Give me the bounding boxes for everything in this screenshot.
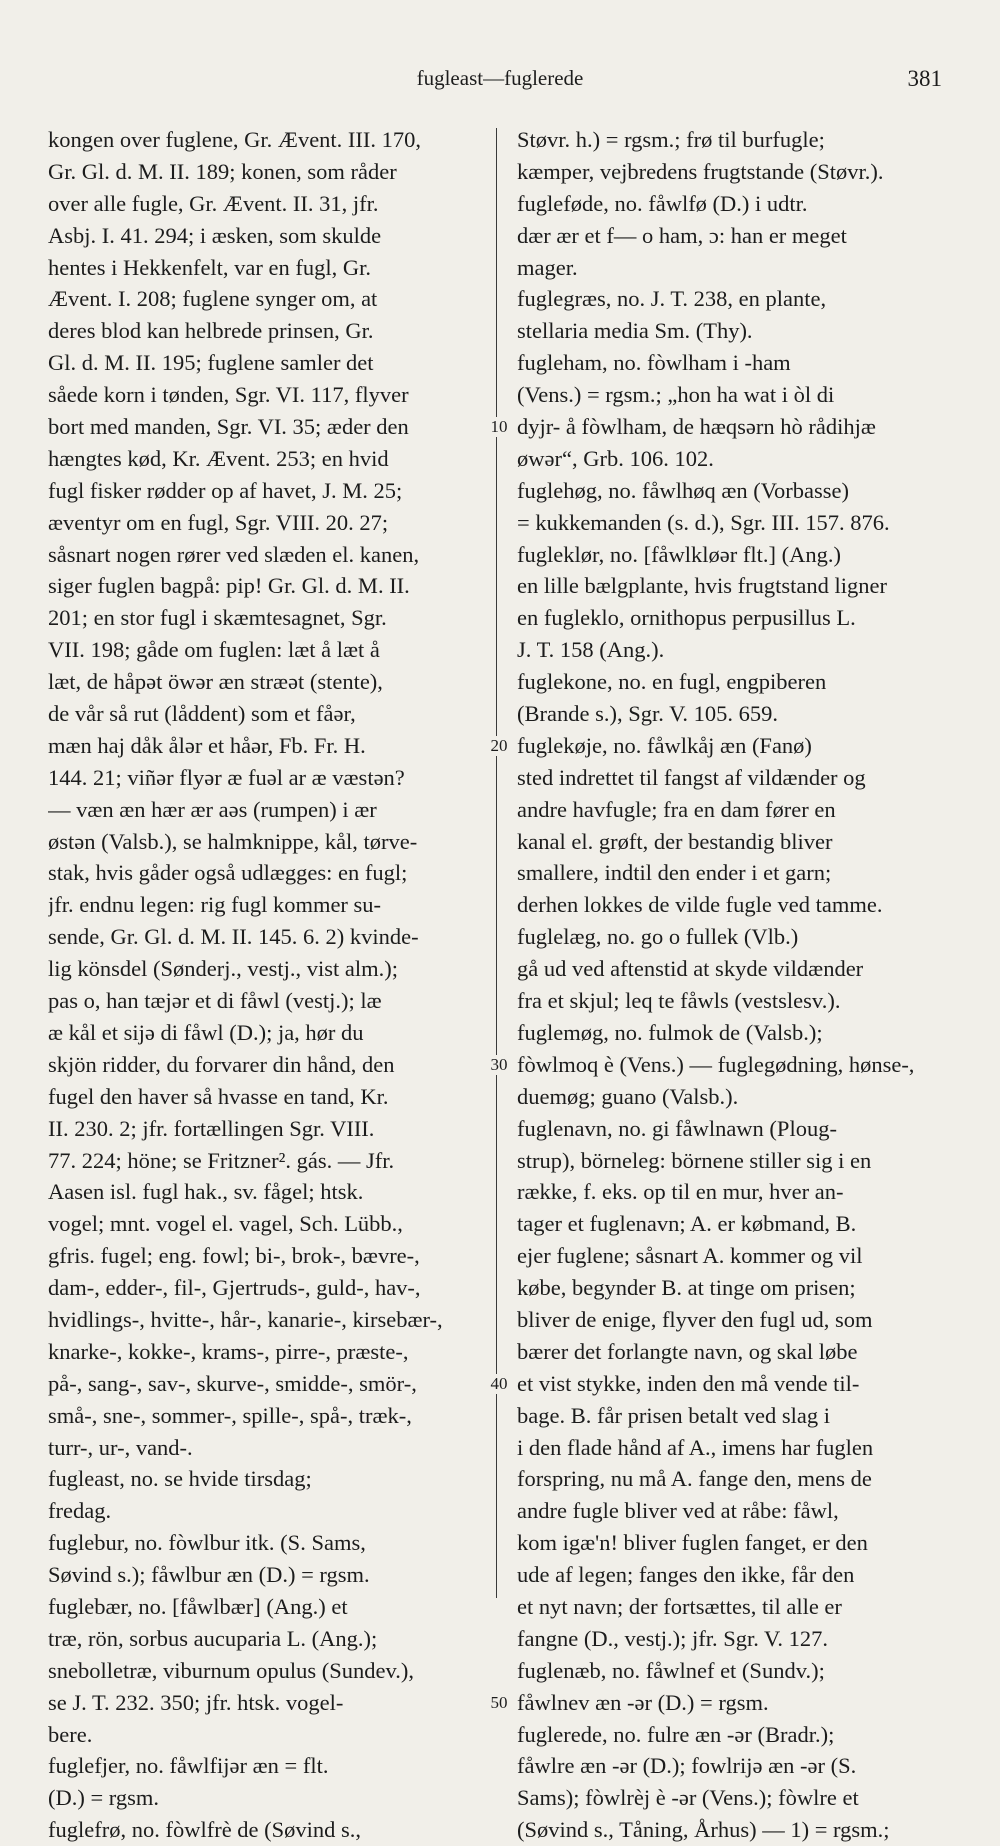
left-column-line: 77. 224; höne; se Fritzner². gás. — Jfr.	[48, 1147, 395, 1173]
right-column-line: fugleklør, no. [fåwlkløər flt.] (Ang.)	[517, 541, 841, 567]
right-column-line: fuglerede, no. fulre æn -ər (Bradr.);	[517, 1721, 835, 1747]
right-column-line: mager.	[517, 254, 578, 280]
right-column-line: (Brande s.), Sgr. V. 105. 659.	[517, 701, 779, 727]
right-column-line: et nyt navn; der fortsættes, til alle er	[517, 1593, 842, 1619]
left-column-line: dam-, edder-, fil-, Gjertruds-, guld-, hav-,	[48, 1275, 421, 1301]
left-column-line: snebolletræ, viburnum opulus (Sundev.),	[48, 1657, 415, 1683]
left-column-line: østən (Valsb.), se halmknippe, kål, tørve-	[48, 828, 418, 854]
left-column-line: æventyr om en fugl, Sgr. VIII. 20. 27;	[48, 509, 389, 535]
left-column-line: fugl fisker rødder op af havet, J. M. 25;	[48, 477, 403, 503]
right-column-line: bliver de enige, flyver den fugl ud, som	[517, 1306, 873, 1332]
line-number: 10	[487, 417, 511, 437]
right-column-line: fugleføde, no. fåwlfø (D.) i udtr.	[517, 190, 808, 216]
right-column-line: fangne (D., vestj.); jfr. Sgr. V. 127.	[517, 1625, 829, 1651]
right-column-line: derhen lokkes de vilde fugle ved tamme.	[517, 892, 883, 918]
right-column-line: = kukkemanden (s. d.), Sgr. III. 157. 876.	[517, 509, 890, 535]
left-column-line: bere.	[48, 1721, 93, 1747]
line-number: 40	[487, 1374, 511, 1394]
left-column-line: 201; en stor fugl i skæmtesagnet, Sgr.	[48, 605, 387, 631]
left-column-line: vogel; mnt. vogel el. vagel, Sch. Lübb.,	[48, 1211, 403, 1237]
left-column-line: små-, sne-, sommer-, spille-, spå-, træk-,	[48, 1402, 412, 1428]
right-column-line: en lille bælgplante, hvis frugtstand ligner	[517, 573, 887, 599]
right-column-line: fuglenæb, no. fåwlnef et (Sundv.);	[517, 1657, 825, 1683]
right-column-line: ejer fuglene; såsnart A. kommer og vil	[517, 1243, 863, 1269]
right-column-line: i den flade hånd af A., imens har fuglen	[517, 1434, 874, 1460]
left-column-line: æ kål et sijə di fåwl (D.); ja, hør du	[48, 1019, 364, 1045]
left-column-line: jfr. endnu legen: rig fugl kommer su-	[48, 892, 382, 918]
left-column-line: fuglefjer, no. fåwlfijər æn = flt.	[48, 1753, 329, 1779]
right-column-line: (Vens.) = rgsm.; „hon ha wat i òl di	[517, 382, 835, 408]
left-column-line: turr-, ur-, vand-.	[48, 1434, 193, 1460]
left-column-line: VII. 198; gåde om fuglen: læt å læt å	[48, 637, 380, 663]
right-column-line: strup), börneleg: börnene stiller sig i en	[517, 1147, 872, 1173]
left-column-line: II. 230. 2; jfr. fortællingen Sgr. VIII.	[48, 1115, 375, 1141]
left-column	[48, 124, 490, 1846]
left-column-line: fugleast, no. se hvide tirsdag;	[48, 1466, 312, 1492]
line-number: 30	[487, 1055, 511, 1075]
right-column-line: fra et skjul; leq te fåwls (vestslesv.).	[517, 988, 841, 1014]
left-column-line: (D.) = rgsm.	[48, 1785, 160, 1811]
left-column-line: såede korn i tønden, Sgr. VI. 117, flyver	[48, 382, 409, 408]
right-column-line: fåwlre æn -ər (D.); fowlrijə æn -ər (S.	[517, 1753, 857, 1779]
left-column-line: på-, sang-, sav-, skurve-, smidde-, smör-,	[48, 1370, 417, 1396]
right-column-line: række, f. eks. op til en mur, hver an-	[517, 1179, 844, 1205]
line-number: 50	[487, 1693, 511, 1713]
right-column-line: forspring, nu må A. fange den, mens de	[517, 1466, 872, 1492]
left-column-line: deres blod kan helbrede prinsen, Gr.	[48, 318, 374, 344]
right-column-line: stellaria media Sm. (Thy).	[517, 318, 753, 344]
left-column-line: sende, Gr. Gl. d. M. II. 145. 6. 2) kvinde-	[48, 924, 419, 950]
right-column-line: fuglelæg, no. go o fullek (Vlb.)	[517, 924, 799, 950]
left-column-line: hvidlings-, hvitte-, hår-, kanarie-, kirsebær-,	[48, 1306, 443, 1332]
right-column-line: et vist stykke, inden den må vende til-	[517, 1370, 860, 1396]
running-header	[0, 66, 1000, 96]
left-column-line: gfris. fugel; eng. fowl; bi-, brok-, bævre-,	[48, 1243, 420, 1269]
right-column-line: tager et fuglenavn; A. er købmand, B.	[517, 1211, 857, 1237]
right-column-line: gå ud ved aftenstid at skyde vildænder	[517, 956, 864, 982]
right-column-line: øwər“, Grb. 106. 102.	[517, 445, 714, 471]
right-column-line: smallere, indtil den ender i et garn;	[517, 860, 832, 886]
left-column-line: knarke-, kokke-, krams-, pirre-, præste-,	[48, 1338, 409, 1364]
right-column-line: fåwlnev æn -ər (D.) = rgsm.	[517, 1689, 769, 1715]
right-column-line: fuglehøg, no. fåwlhøq æn (Vorbasse)	[517, 477, 850, 503]
left-column-line: mæn haj dåk ålər et håər, Fb. Fr. H.	[48, 732, 366, 758]
running-title: fugleast—fuglerede	[416, 66, 584, 90]
right-column-line: fuglemøg, no. fulmok de (Valsb.);	[517, 1019, 823, 1045]
right-column-line: (Søvind s., Tåning, Århus) — 1) = rgsm.;	[517, 1817, 890, 1843]
left-column-line: fuglefrø, no. fòwlfrè de (Søvind s.,	[48, 1817, 362, 1843]
left-column-line: hentes i Hekkenfelt, var en fugl, Gr.	[48, 254, 372, 280]
left-column-line: Søvind s.); fåwlbur æn (D.) = rgsm.	[48, 1562, 370, 1588]
left-column-line: Ævent. I. 208; fuglene synger om, at	[48, 286, 378, 312]
right-column-line: fuglenavn, no. gi fåwlnawn (Ploug-	[517, 1115, 837, 1141]
right-column-line: Støvr. h.) = rgsm.; frø til burfugle;	[517, 127, 825, 152]
left-column-line: kongen over fuglene, Gr. Ævent. III. 170,	[48, 127, 422, 152]
right-column-line: sted indrettet til fangst af vildænder og	[517, 764, 866, 790]
right-column-line: fuglekone, no. en fugl, engpiberen	[517, 669, 827, 695]
right-column-line: duemøg; guano (Valsb.).	[517, 1083, 739, 1109]
left-column-line: træ, rön, sorbus aucuparia L. (Ang.);	[48, 1625, 378, 1651]
right-column-line: fuglegræs, no. J. T. 238, en plante,	[517, 286, 827, 312]
right-column-line: bærer det forlangte navn, og skal løbe	[517, 1338, 858, 1364]
left-column-line: — væn æn hær ær aəs (rumpen) i ær	[48, 796, 377, 822]
left-column-line: over alle fugle, Gr. Ævent. II. 31, jfr.	[48, 190, 379, 216]
left-column-line: siger fuglen bagpå: pip! Gr. Gl. d. M. II.	[48, 573, 410, 599]
right-column-line: bage. B. får prisen betalt ved slag i	[517, 1402, 831, 1428]
left-column-line: se J. T. 232. 350; jfr. htsk. vogel-	[48, 1689, 344, 1715]
left-column-line: hængtes kød, Kr. Ævent. 253; en hvid	[48, 445, 389, 471]
right-column-line: kanal el. grøft, der bestandig bliver	[517, 828, 833, 854]
left-column-line: fugel den haver så hvasse en tand, Kr.	[48, 1083, 389, 1109]
left-column-line: lig könsdel (Sønderj., vestj., vist alm.);	[48, 956, 398, 982]
right-column-line: dyjr- å fòwlham, de hæqsərn hò rådihjæ	[517, 414, 876, 440]
left-column-line: pas o, han tæjər et di fåwl (vestj.); læ	[48, 988, 382, 1014]
right-column-line: Sams); fòwlrèj è -ər (Vens.); fòwlre et	[517, 1785, 859, 1811]
left-column-line: fredag.	[48, 1498, 112, 1524]
right-column-line: fuglekøje, no. fåwlkåj æn (Fanø)	[517, 732, 812, 758]
right-column-line: fòwlmoq è (Vens.) — fuglegødning, hønse-,	[517, 1051, 915, 1077]
right-column-line: kæmper, vejbredens frugtstande (Støvr.).	[517, 158, 884, 184]
left-column-line: Asbj. I. 41. 294; i æsken, som skulde	[48, 222, 382, 248]
left-column-line: læt, de håpət öwər æn stræət (stente),	[48, 669, 383, 695]
left-column-line: bort med manden, Sgr. VI. 35; æder den	[48, 414, 409, 440]
right-column-line: en fugleklo, ornithopus perpusillus L.	[517, 605, 856, 631]
left-column-line: 144. 21; viñər flyər æ fuəl ar æ væstən?	[48, 764, 405, 790]
left-column-line: de vår så rut (låddent) som et fåər,	[48, 701, 356, 727]
left-column-line: skjön ridder, du forvarer din hånd, den	[48, 1051, 395, 1077]
left-column-line: fuglebær, no. [fåwlbær] (Ang.) et	[48, 1593, 348, 1619]
right-column	[517, 124, 951, 1846]
right-column-line: fugleham, no. fòwlham i -ham	[517, 350, 791, 376]
right-column-line: andre fugle bliver ved at råbe: fåwl,	[517, 1498, 839, 1524]
left-column-line: Gr. Gl. d. M. II. 189; konen, som råder	[48, 158, 397, 184]
left-column-line: Aasen isl. fugl hak., sv. fågel; htsk.	[48, 1179, 364, 1205]
right-column-line: købe, begynder B. at tinge om prisen;	[517, 1275, 856, 1301]
left-column-line: fuglebur, no. fòwlbur itk. (S. Sams,	[48, 1530, 366, 1556]
right-column-line: andre havfugle; fra en dam fører en	[517, 796, 836, 822]
line-number: 20	[487, 736, 511, 756]
page-number: 381	[907, 66, 942, 91]
right-column-line: J. T. 158 (Ang.).	[517, 637, 665, 663]
right-column-line: kom igæ'n! bliver fuglen fanget, er den	[517, 1530, 868, 1556]
left-column-line: stak, hvis gåder også udlægges: en fugl;	[48, 860, 408, 886]
right-column-line: dær ær et f— o ham, ɔ: han er meget	[517, 222, 847, 248]
left-column-line: såsnart nogen rører ved slæden el. kanen,	[48, 541, 420, 567]
left-column-line: Gl. d. M. II. 195; fuglene samler det	[48, 350, 374, 376]
right-column-line: ude af legen; fanges den ikke, får den	[517, 1562, 855, 1588]
